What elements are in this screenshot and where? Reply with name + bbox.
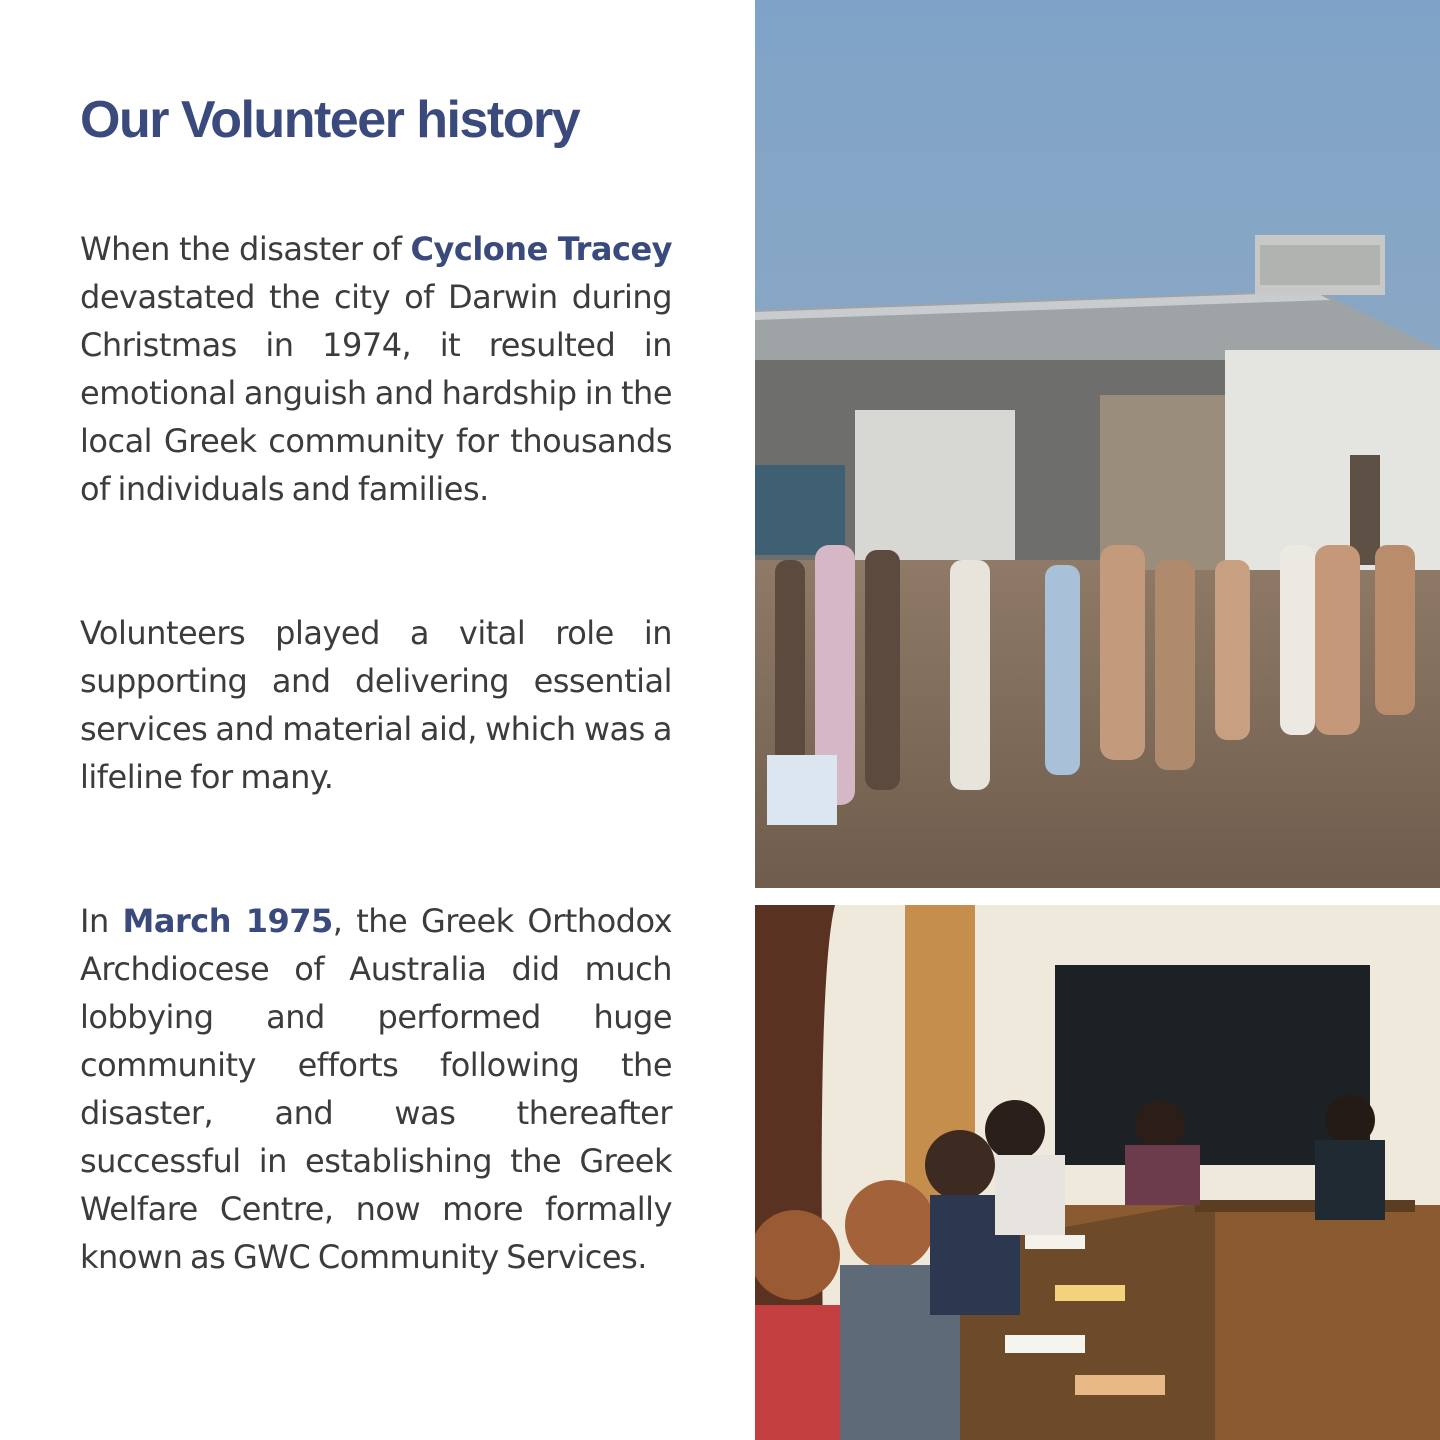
paragraph-volunteers: Volunteers played a vital role in supporting and delivering essential services and material aid, which was a lifeline for many. (80, 614, 672, 796)
text-column (80, 80, 673, 1276)
photo-volunteers-meeting (755, 905, 1440, 1440)
paragraph-march-1975 (80, 897, 672, 1281)
photo-queue-warehouse (755, 0, 1440, 888)
paragraph-cyclone-intro: When the disaster of (80, 230, 411, 268)
march-1975-highlight: March 1975 (122, 902, 333, 940)
paragraph-march-intro: In (80, 902, 123, 940)
paragraph-cyclone (80, 225, 672, 513)
paragraph-cyclone-body: devastated the city of Darwin during Christmas in 1974, it resulted in emotional anguish and hardship in the local Greek community for thousands of individuals and families. (80, 278, 672, 508)
cyclone-tracey-highlight: Cyclone Tracey (410, 230, 673, 268)
page-title: Our Volunteer history (80, 91, 580, 149)
paragraph-march-body: , the Greek Orthodox Archdiocese of Australia did much lobbying and performed huge community efforts following the disaster, and was thereafter successful in establishing the Greek Welfare Centre, now more formally known as GWC Community Services. (80, 902, 673, 1276)
